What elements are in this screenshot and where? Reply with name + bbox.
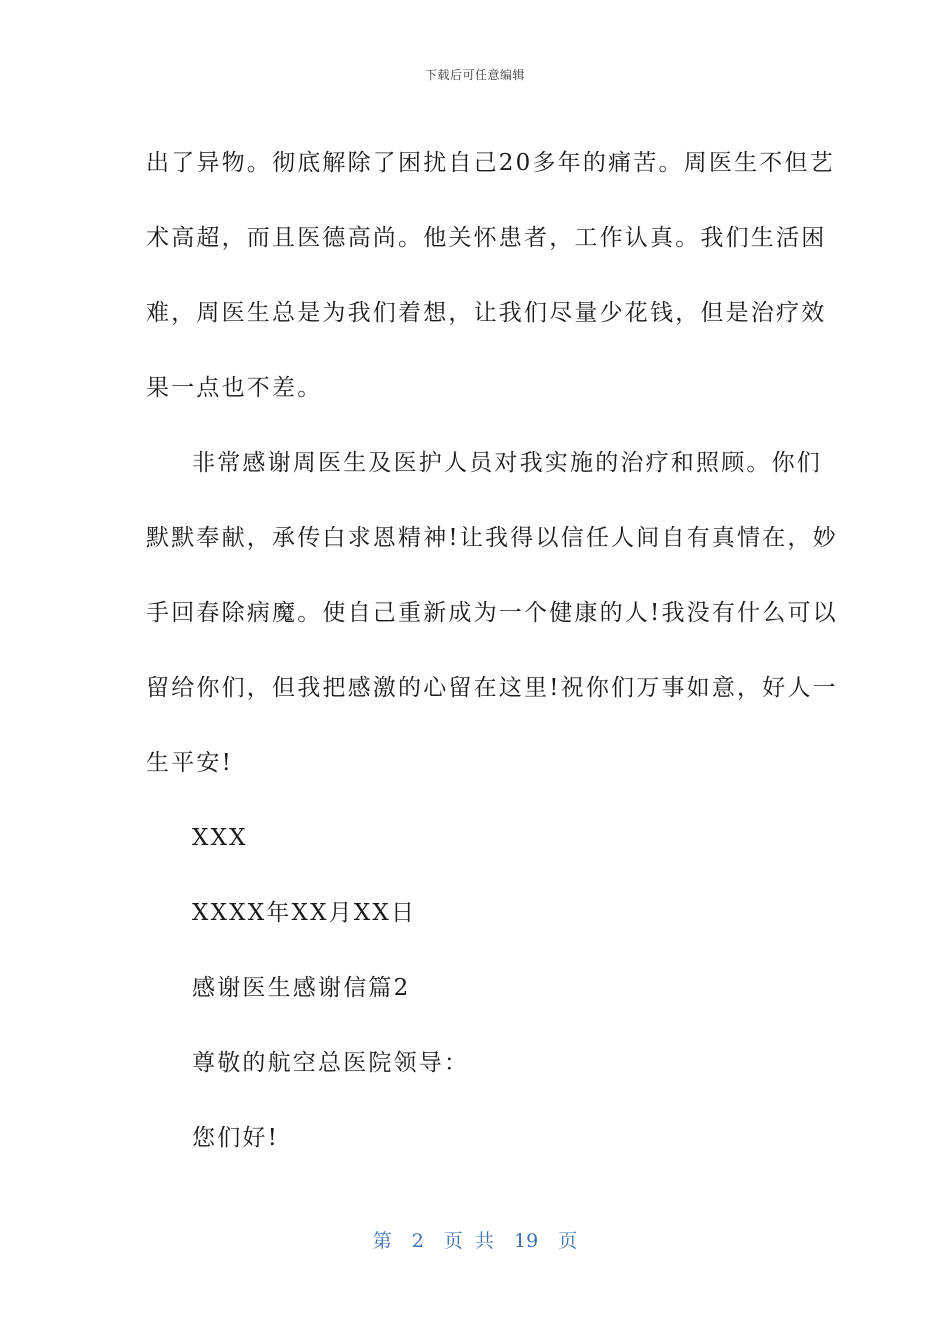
- document-body: [146, 126, 838, 1176]
- body-line: 非常感谢周医生及医护人员对我实施的治疗和照顾。你们: [192, 450, 822, 476]
- footer-total-pages: 19: [514, 1230, 539, 1252]
- page-header: 下载后可任意编辑: [424, 68, 525, 82]
- body-line: 果一点也不差。: [146, 375, 323, 401]
- body-line: 出了异物。彻底解除了困扰自己20多年的痛苦。周医生不但艺: [146, 150, 835, 176]
- section-title: 感谢医生感谢信篇2: [192, 975, 411, 1001]
- page-number-footer: [0, 1226, 950, 1253]
- footer-page-number: 2: [411, 1230, 424, 1252]
- footer-suffix: 页: [558, 1230, 578, 1252]
- footer-prefix: 第: [372, 1230, 392, 1252]
- body-line: 术高超，而且医德高尚。他关怀患者，工作认真。我们生活困: [146, 225, 827, 251]
- signature-date: XXXX年XX月XX日: [192, 900, 417, 926]
- body-line: 手回春除病魔。使自己重新成为一个健康的人!我没有什么可以: [146, 600, 838, 626]
- footer-middle: 页 共: [443, 1230, 494, 1252]
- signature-name: XXX: [192, 825, 248, 851]
- body-line: 生平安!: [146, 750, 234, 776]
- body-line: 留给你们，但我把感激的心留在这里!祝你们万事如意，好人一: [146, 675, 838, 701]
- body-line: 难，周医生总是为我们着想，让我们尽量少花钱，但是治疗效: [146, 300, 827, 326]
- body-line: 默默奉献，承传白求恩精神!让我得以信任人间自有真情在，妙: [146, 525, 838, 551]
- greeting: 您们好!: [192, 1125, 280, 1151]
- salutation: 尊敬的航空总医院领导：: [192, 1050, 470, 1076]
